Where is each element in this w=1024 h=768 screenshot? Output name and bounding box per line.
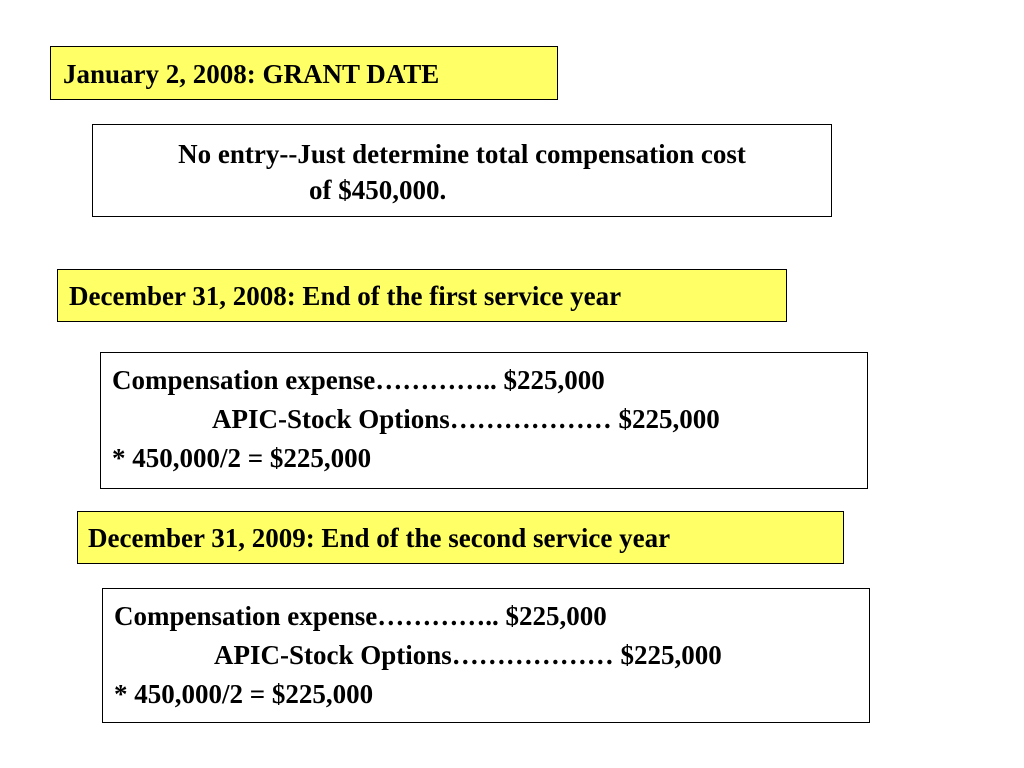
year-2-credit-line: APIC-Stock Options……………… $225,000 [214,640,722,670]
year-1-debit-line: Compensation expense………….. $225,000 [112,365,605,395]
year-2-debit-line: Compensation expense………….. $225,000 [114,601,607,631]
year-2-header: December 31, 2009: End of the second service year [77,511,844,564]
year-2-calculation-line: * 450,000/2 = $225,000 [114,679,374,709]
grant-note-line-1: No entry--Just determine total compensation cost [178,139,746,169]
year-1-header: December 31, 2008: End of the first service year [57,269,787,322]
grant-date-header: January 2, 2008: GRANT DATE [50,46,558,100]
grant-note-line-2: of $450,000. [309,175,447,205]
grant-note-box [92,124,832,217]
year-1-credit-line: APIC-Stock Options……………… $225,000 [212,404,720,434]
year-2-journal-entry [102,588,870,723]
year-1-journal-entry [100,352,868,489]
year-1-calculation-line: * 450,000/2 = $225,000 [112,443,372,473]
